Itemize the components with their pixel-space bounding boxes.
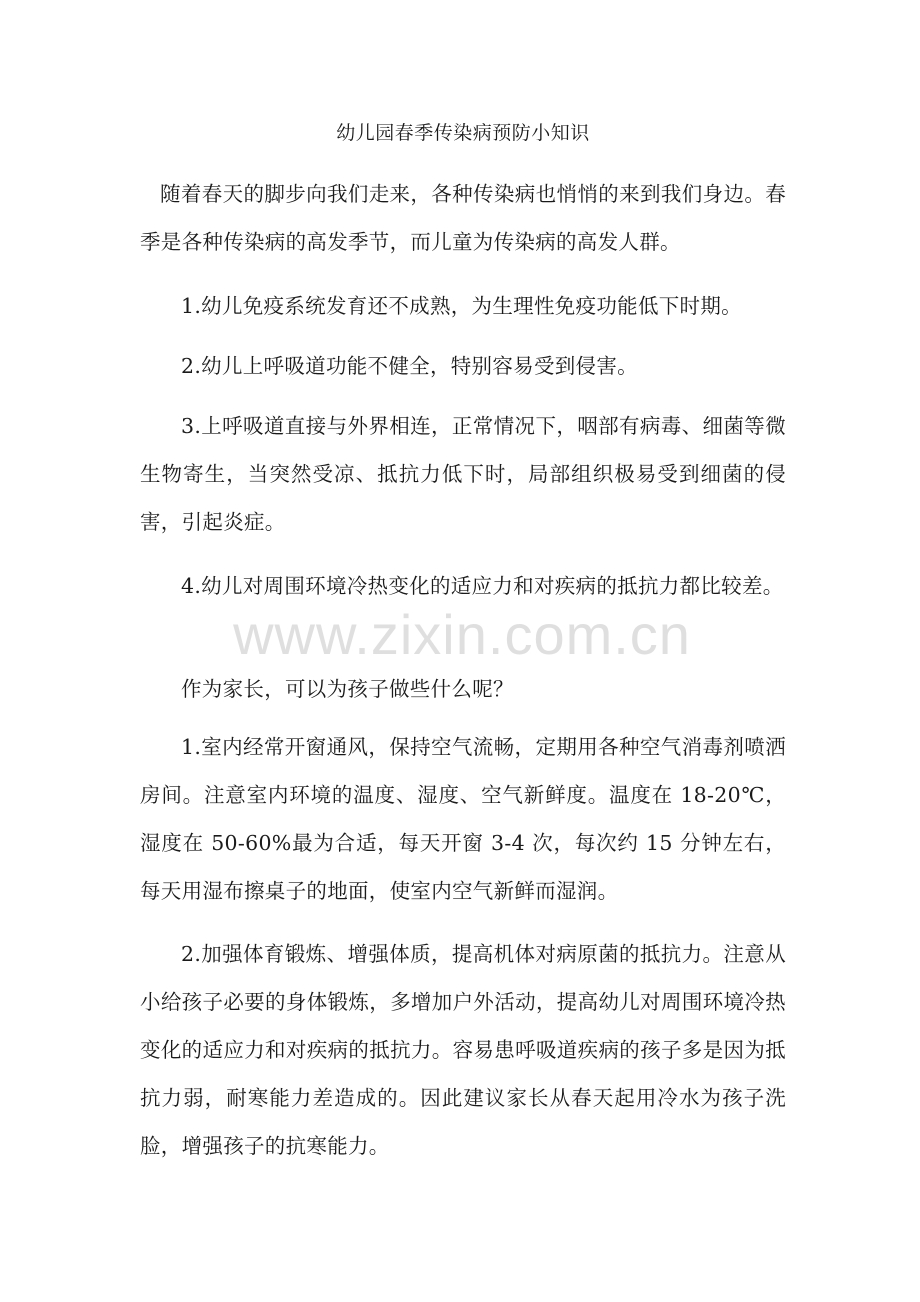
- reason-paragraph-3: 3.上呼吸道直接与外界相连，正常情况下，咽部有病毒、细菌等微生物寄生，当突然受凉、抵抗力低下时，局部组织极易受到细菌的侵害，引起炎症。: [140, 414, 786, 534]
- tip-paragraph-1: 1.室内经常开窗通风，保持空气流畅，定期用各种空气消毒剂喷洒房间。注意室内环境的温度、湿度、空气新鲜度。温度在 18-20℃，湿度在 50-60%最为合适，每天开窗 3-4 次，每次约 15 分钟左右，每天用湿布擦桌子的地面，使室内空气新鲜而湿润。: [140, 735, 786, 903]
- tip-paragraph-2: 2.加强体育锻炼、增强体质，提高机体对病原菌的抵抗力。注意从小给孩子必要的身体锻炼，多增加户外活动，提高幼儿对周围环境冷热变化的适应力和对疾病的抵抗力。容易患呼吸道疾病的孩子多是因为抵抗力弱，耐寒能力差造成的。因此建议家长从春天起用冷水为孩子洗脸，增强孩子的抗寒能力。: [140, 942, 786, 1158]
- document-title: 幼儿园春季传染病预防小知识: [336, 122, 590, 144]
- question-paragraph: 作为家长，可以为孩子做些什么呢？: [181, 677, 514, 701]
- reason-paragraph-4: 4.幼儿对周围环境冷热变化的适应力和对疾病的抵抗力都比较差。: [181, 574, 784, 598]
- reason-paragraph-2: 2.幼儿上呼吸道功能不健全，特别容易受到侵害。: [181, 354, 638, 378]
- intro-paragraph: 随着春天的脚步向我们走来，各种传染病也悄悄的来到我们身边。春季是各种传染病的高发季节，而儿童为传染病的高发人群。: [140, 182, 786, 254]
- reason-paragraph-1: 1.幼儿免疫系统发育还不成熟，为生理性免疫功能低下时期。: [181, 294, 742, 318]
- watermark: www.zixin.com.cn: [233, 603, 691, 666]
